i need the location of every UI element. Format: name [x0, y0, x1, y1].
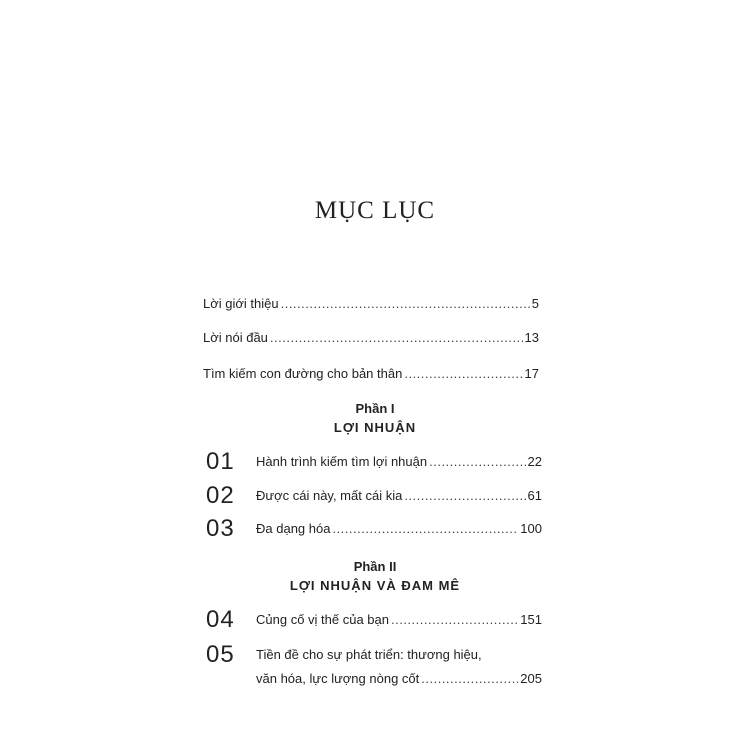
- part-subtitle: LỢI NHUẬN VÀ ĐAM MÊ: [289, 578, 461, 593]
- toc-entry-page: 17: [524, 366, 539, 381]
- page-title: MỤC LỤC: [314, 197, 436, 224]
- toc-entry-introduction: [203, 296, 539, 311]
- toc-entry-page: 5: [531, 296, 539, 311]
- chapter-page: 205: [520, 671, 542, 686]
- chapter-page: 100: [520, 521, 542, 536]
- chapter-number: 03: [206, 515, 235, 542]
- toc-entry-label: Tìm kiếm con đường cho bản thân: [203, 366, 403, 381]
- chapter-entry: [206, 606, 542, 636]
- chapter-label: Củng cố vị thế của bạn: [256, 612, 389, 627]
- dot-leader: [404, 366, 522, 381]
- chapter-label: Hành trình kiếm tìm lợi nhuận: [256, 454, 428, 469]
- part-subtitle: LỢI NHUẬN: [333, 420, 417, 435]
- chapter-number: 01: [206, 448, 235, 475]
- dot-leader: [332, 521, 518, 536]
- chapter-entry: [206, 641, 542, 691]
- dot-leader: [281, 296, 530, 311]
- toc-entry-page: 13: [524, 330, 539, 345]
- dot-leader: [391, 612, 518, 627]
- chapter-label-line2: văn hóa, lực lượng nòng cốt: [256, 671, 420, 686]
- toc-entry-label: Lời nói đầu: [203, 330, 268, 345]
- toc-entry-preface: [203, 330, 539, 345]
- toc-entry-label: Lời giới thiệu: [203, 296, 279, 311]
- chapter-page: 61: [527, 488, 542, 503]
- dot-leader: [270, 330, 523, 345]
- chapter-entry: [206, 448, 542, 478]
- part-heading: Phần II: [353, 559, 397, 574]
- chapter-page: 22: [527, 454, 542, 469]
- chapter-label-line1: Tiền đề cho sự phát triển: thương hiệu,: [256, 647, 482, 662]
- dot-leader: [404, 488, 525, 503]
- chapter-label: Đa dạng hóa: [256, 521, 331, 536]
- dot-leader: [429, 454, 525, 469]
- chapter-number: 05: [206, 641, 235, 668]
- part-heading: Phần I: [355, 401, 395, 416]
- toc-entry-finding-path: [203, 366, 539, 381]
- chapter-number: 02: [206, 482, 235, 509]
- chapter-entry: [206, 515, 542, 545]
- chapter-number: 04: [206, 606, 235, 633]
- dot-leader: [421, 671, 518, 686]
- chapter-entry: [206, 482, 542, 512]
- chapter-page: 151: [520, 612, 542, 627]
- chapter-label: Được cái này, mất cái kia: [256, 488, 403, 503]
